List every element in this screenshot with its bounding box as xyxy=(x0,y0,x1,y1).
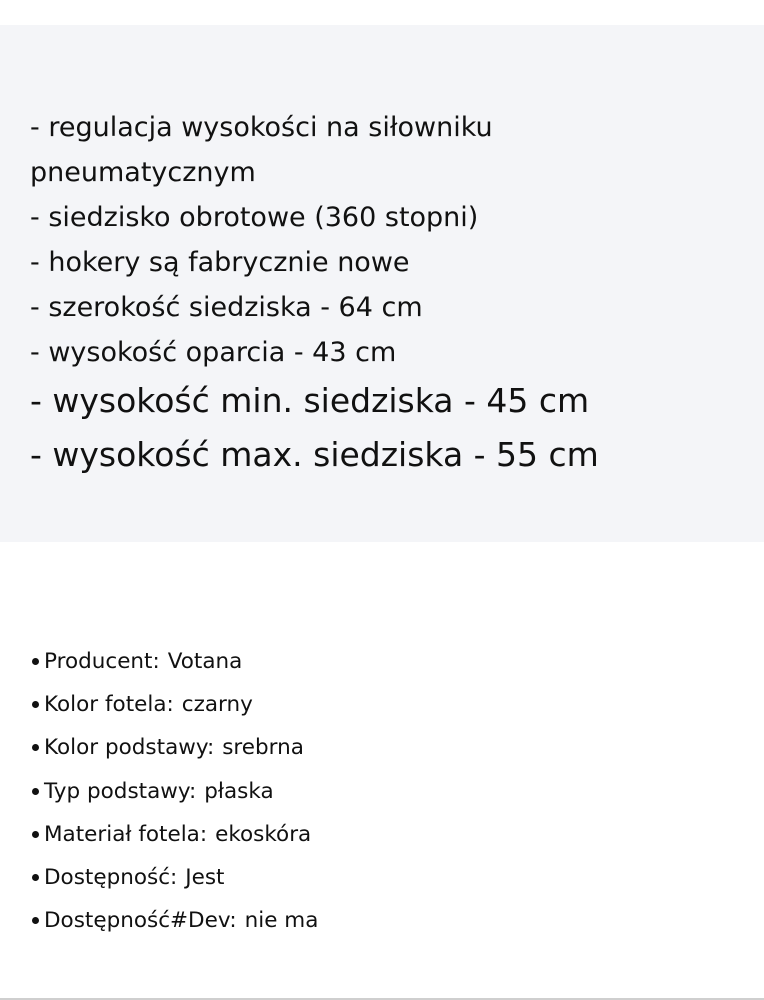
spec-value: czarny xyxy=(181,692,253,718)
bullet-icon xyxy=(32,701,39,708)
bullet-icon xyxy=(32,917,39,924)
spec-value: Jest xyxy=(185,864,225,890)
spec-label: Typ podstawy: xyxy=(44,778,197,804)
description-line-emphasized: - wysokość max. siedziska - 55 cm xyxy=(30,435,599,474)
description-line: - siedzisko obrotowe (360 stopni) xyxy=(30,202,479,233)
spec-producer xyxy=(32,640,318,683)
description-line-emphasized: - wysokość min. siedziska - 45 cm xyxy=(30,381,590,420)
spec-value: nie ma xyxy=(244,908,319,934)
bullet-icon xyxy=(32,658,39,665)
bullet-icon xyxy=(32,788,39,795)
spec-base-type xyxy=(32,770,318,813)
description-line: - hokery są fabrycznie nowe xyxy=(30,247,410,278)
description-line: - regulacja wysokości na siłowniku xyxy=(30,112,493,143)
spec-chair-material xyxy=(32,813,318,856)
spec-label: Kolor fotela: xyxy=(44,692,174,718)
product-spec-list xyxy=(32,640,318,942)
product-description-panel xyxy=(0,25,764,542)
bullet-icon xyxy=(32,831,39,838)
description-line: - wysokość oparcia - 43 cm xyxy=(30,337,397,368)
description-line: - szerokość siedziska - 64 cm xyxy=(30,292,423,323)
spec-label: Dostępność#Dev: xyxy=(44,908,237,934)
description-line: pneumatycznym xyxy=(30,157,256,188)
spec-label: Kolor podstawy: xyxy=(44,735,215,761)
bullet-icon xyxy=(32,744,39,751)
bullet-icon xyxy=(32,874,39,881)
spec-value: Votana xyxy=(167,649,243,674)
spec-value: ekoskóra xyxy=(215,821,312,847)
spec-availability xyxy=(32,856,318,899)
spec-label: Materiał fotela: xyxy=(44,821,208,847)
spec-value: płaska xyxy=(204,778,274,804)
spec-chair-color xyxy=(32,683,318,726)
spec-value: srebrna xyxy=(222,735,304,761)
spec-label: Producent: xyxy=(44,649,160,674)
spec-availability-dev xyxy=(32,899,318,942)
spec-base-color xyxy=(32,726,318,769)
spec-label: Dostępność: xyxy=(44,864,178,890)
